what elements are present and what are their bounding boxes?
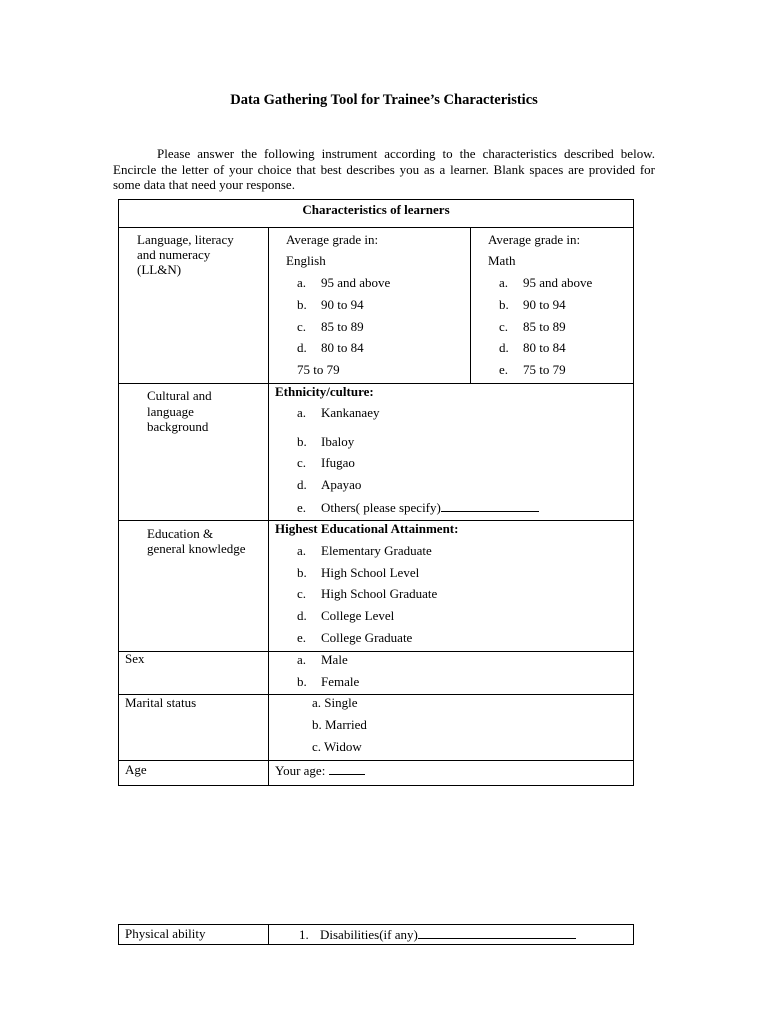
marital-status-label: Marital status xyxy=(125,695,197,710)
instructions-paragraph xyxy=(113,146,655,193)
english-subject: English xyxy=(286,253,326,268)
ethnicity-heading: Ethnicity/culture: xyxy=(275,384,374,399)
education-label-line-2: general knowledge xyxy=(147,541,246,556)
cultural-label-line-3: background xyxy=(147,419,209,434)
math-option-d[interactable]: d. 80 to 84 xyxy=(499,340,566,355)
education-option-a[interactable]: a. Elementary Graduate xyxy=(297,543,432,558)
disabilities-item: 1. Disabilities(if any) xyxy=(299,926,576,943)
english-option-a[interactable]: a. 95 and above xyxy=(297,275,391,290)
english-grade-heading: Average grade in: xyxy=(286,232,379,247)
ethnicity-option-e[interactable]: e. Others( please specify) xyxy=(297,499,539,516)
english-option-b[interactable]: b. 90 to 94 xyxy=(297,297,364,312)
age-blank-field[interactable] xyxy=(329,762,365,775)
ethnicity-option-b[interactable]: b. Ibaloy xyxy=(297,434,355,449)
ethnicity-option-c[interactable]: c. Ifugao xyxy=(297,455,355,470)
instructions-text: Please answer the following instrument according to the characteristics described below. Encircle the letter of your choice that best describes you as a learner. Blank spaces are provided for some data that need your response. xyxy=(113,146,655,192)
cultural-label-line-1: Cultural and xyxy=(147,388,212,403)
sex-option-b[interactable]: b. Female xyxy=(297,674,360,689)
llan-label-line-3: (LL&N) xyxy=(137,262,182,277)
ethnicity-option-d[interactable]: d. Apayao xyxy=(297,477,362,492)
math-option-a[interactable]: a. 95 and above xyxy=(499,275,593,290)
document-title: Data Gathering Tool for Trainee’s Characteristics xyxy=(230,92,538,108)
llan-label-line-1: Language, literacy xyxy=(137,232,234,247)
ethnicity-option-a[interactable]: a. Kankanaey xyxy=(297,405,380,420)
math-option-e[interactable]: e. 75 to 79 xyxy=(499,362,566,377)
math-option-b[interactable]: b. 90 to 94 xyxy=(499,297,566,312)
education-label-line-1: Education & xyxy=(147,526,214,541)
education-option-b[interactable]: b. High School Level xyxy=(297,565,420,580)
education-option-e[interactable]: e. College Graduate xyxy=(297,630,413,645)
llan-label-line-2: and numeracy xyxy=(137,247,211,262)
education-option-d[interactable]: d. College Level xyxy=(297,608,395,623)
english-option-e[interactable]: 75 to 79 xyxy=(297,362,340,377)
physical-ability-label: Physical ability xyxy=(125,926,206,941)
english-option-d[interactable]: d. 80 to 84 xyxy=(297,340,364,355)
disabilities-blank-field[interactable] xyxy=(418,926,576,939)
education-option-c[interactable]: c. High School Graduate xyxy=(297,586,438,601)
english-option-c[interactable]: c. 85 to 89 xyxy=(297,319,364,334)
age-label: Age xyxy=(125,762,147,777)
sex-label: Sex xyxy=(125,651,145,666)
marital-option-b[interactable]: b. Married xyxy=(312,717,367,732)
others-blank-field[interactable] xyxy=(441,499,539,512)
table-header: Characteristics of learners xyxy=(302,202,450,217)
math-grade-heading: Average grade in: xyxy=(488,232,581,247)
marital-option-a[interactable]: a. Single xyxy=(312,695,358,710)
marital-option-c[interactable]: c. Widow xyxy=(312,739,362,754)
cultural-label-line-2: language xyxy=(147,404,194,419)
age-prompt: Your age: xyxy=(275,762,365,779)
education-heading: Highest Educational Attainment: xyxy=(275,521,459,536)
sex-option-a[interactable]: a. Male xyxy=(297,652,348,667)
math-subject: Math xyxy=(488,253,516,268)
math-option-c[interactable]: c. 85 to 89 xyxy=(499,319,566,334)
